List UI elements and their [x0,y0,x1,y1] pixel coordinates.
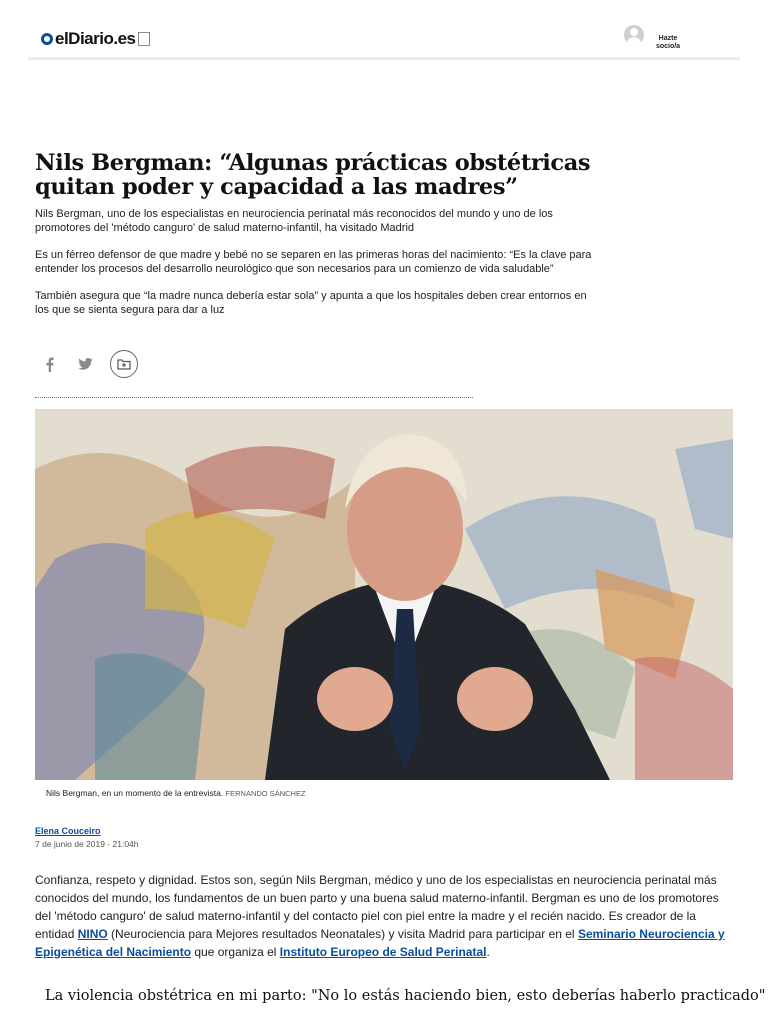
publish-date: 7 de junio de 2019 - 21:04h [35,839,139,849]
author-link[interactable]: Elena Couceiro [35,826,101,836]
related-article-link[interactable]: La violencia obstétrica en mi parto: "No lo estás haciendo bien, esto deberías haberlo practicado" [45,988,766,1004]
seminario-link[interactable]: Seminario Neurociencia y Epigenética del Nacimiento [35,927,725,959]
join-button[interactable] [624,25,684,55]
share-bar [38,350,138,378]
body-text-2: (Neurociencia para Mejores resultados Neonatales) y visita Madrid para participar en el [107,927,578,941]
logo-badge-icon [138,32,150,46]
user-avatar-icon [624,25,644,45]
nino-link[interactable]: NINO [77,927,108,941]
facebook-icon[interactable] [38,353,60,375]
body-text-3: que organiza el [191,945,280,959]
site-header [28,22,740,60]
lead-paragraph-2: Es un férreo defensor de que madre y bebé no se separen en las primeras horas del nacimiento: “Es la clave para entender los procesos del desarrollo neurológico que son necesarios para un comienzo de vida saludable” [35,249,592,275]
site-logo[interactable] [41,29,150,49]
article-photo [35,409,733,780]
logo-circle-icon [41,33,53,45]
divider [35,397,473,398]
join-label: Hazte socio/a [655,35,681,50]
photo-caption [46,788,306,798]
logo-text: elDiario.es [55,29,136,48]
lead-paragraph-3: También asegura que “la madre nunca debería estar sola” y apunta a que los hospitales deben crear entornos en los que se sienta segura para dar a luz [35,290,587,316]
body-text-4: . [486,945,490,959]
instituto-link[interactable]: Instituto Europeo de Salud Perinatal [279,945,487,959]
body-text-1: Confianza, respeto y dignidad. Estos son, según Nils Bergman, médico y uno de los especialistas en neurociencia perinatal más conocidos del mundo, los fundamentos de un buen parto y una buena salud materno-infantil. Bergman es uno de los promotores del 'método canguro' de salud materno-infantil y del contacto piel con piel entre la madre y el recién nacido. Es creador de la entidad [35,873,719,941]
article-body [35,871,735,961]
caption-text: Nils Bergman, en un momento de la entrevista. [46,788,224,798]
article-title: Nils Bergman: “Algunas prácticas obstétricas quitan poder y capacidad a las madres” [35,150,591,200]
twitter-icon[interactable] [74,353,96,375]
save-folder-icon[interactable] [110,350,138,378]
photo-credit: FERNANDO SÁNCHEZ [225,789,306,798]
lead-paragraph-1: Nils Bergman, uno de los especialistas en neurociencia perinatal más reconocidos del mundo y uno de los promotores del 'método canguro' de salud materno-infantil, ha visitado Madrid [35,208,553,234]
